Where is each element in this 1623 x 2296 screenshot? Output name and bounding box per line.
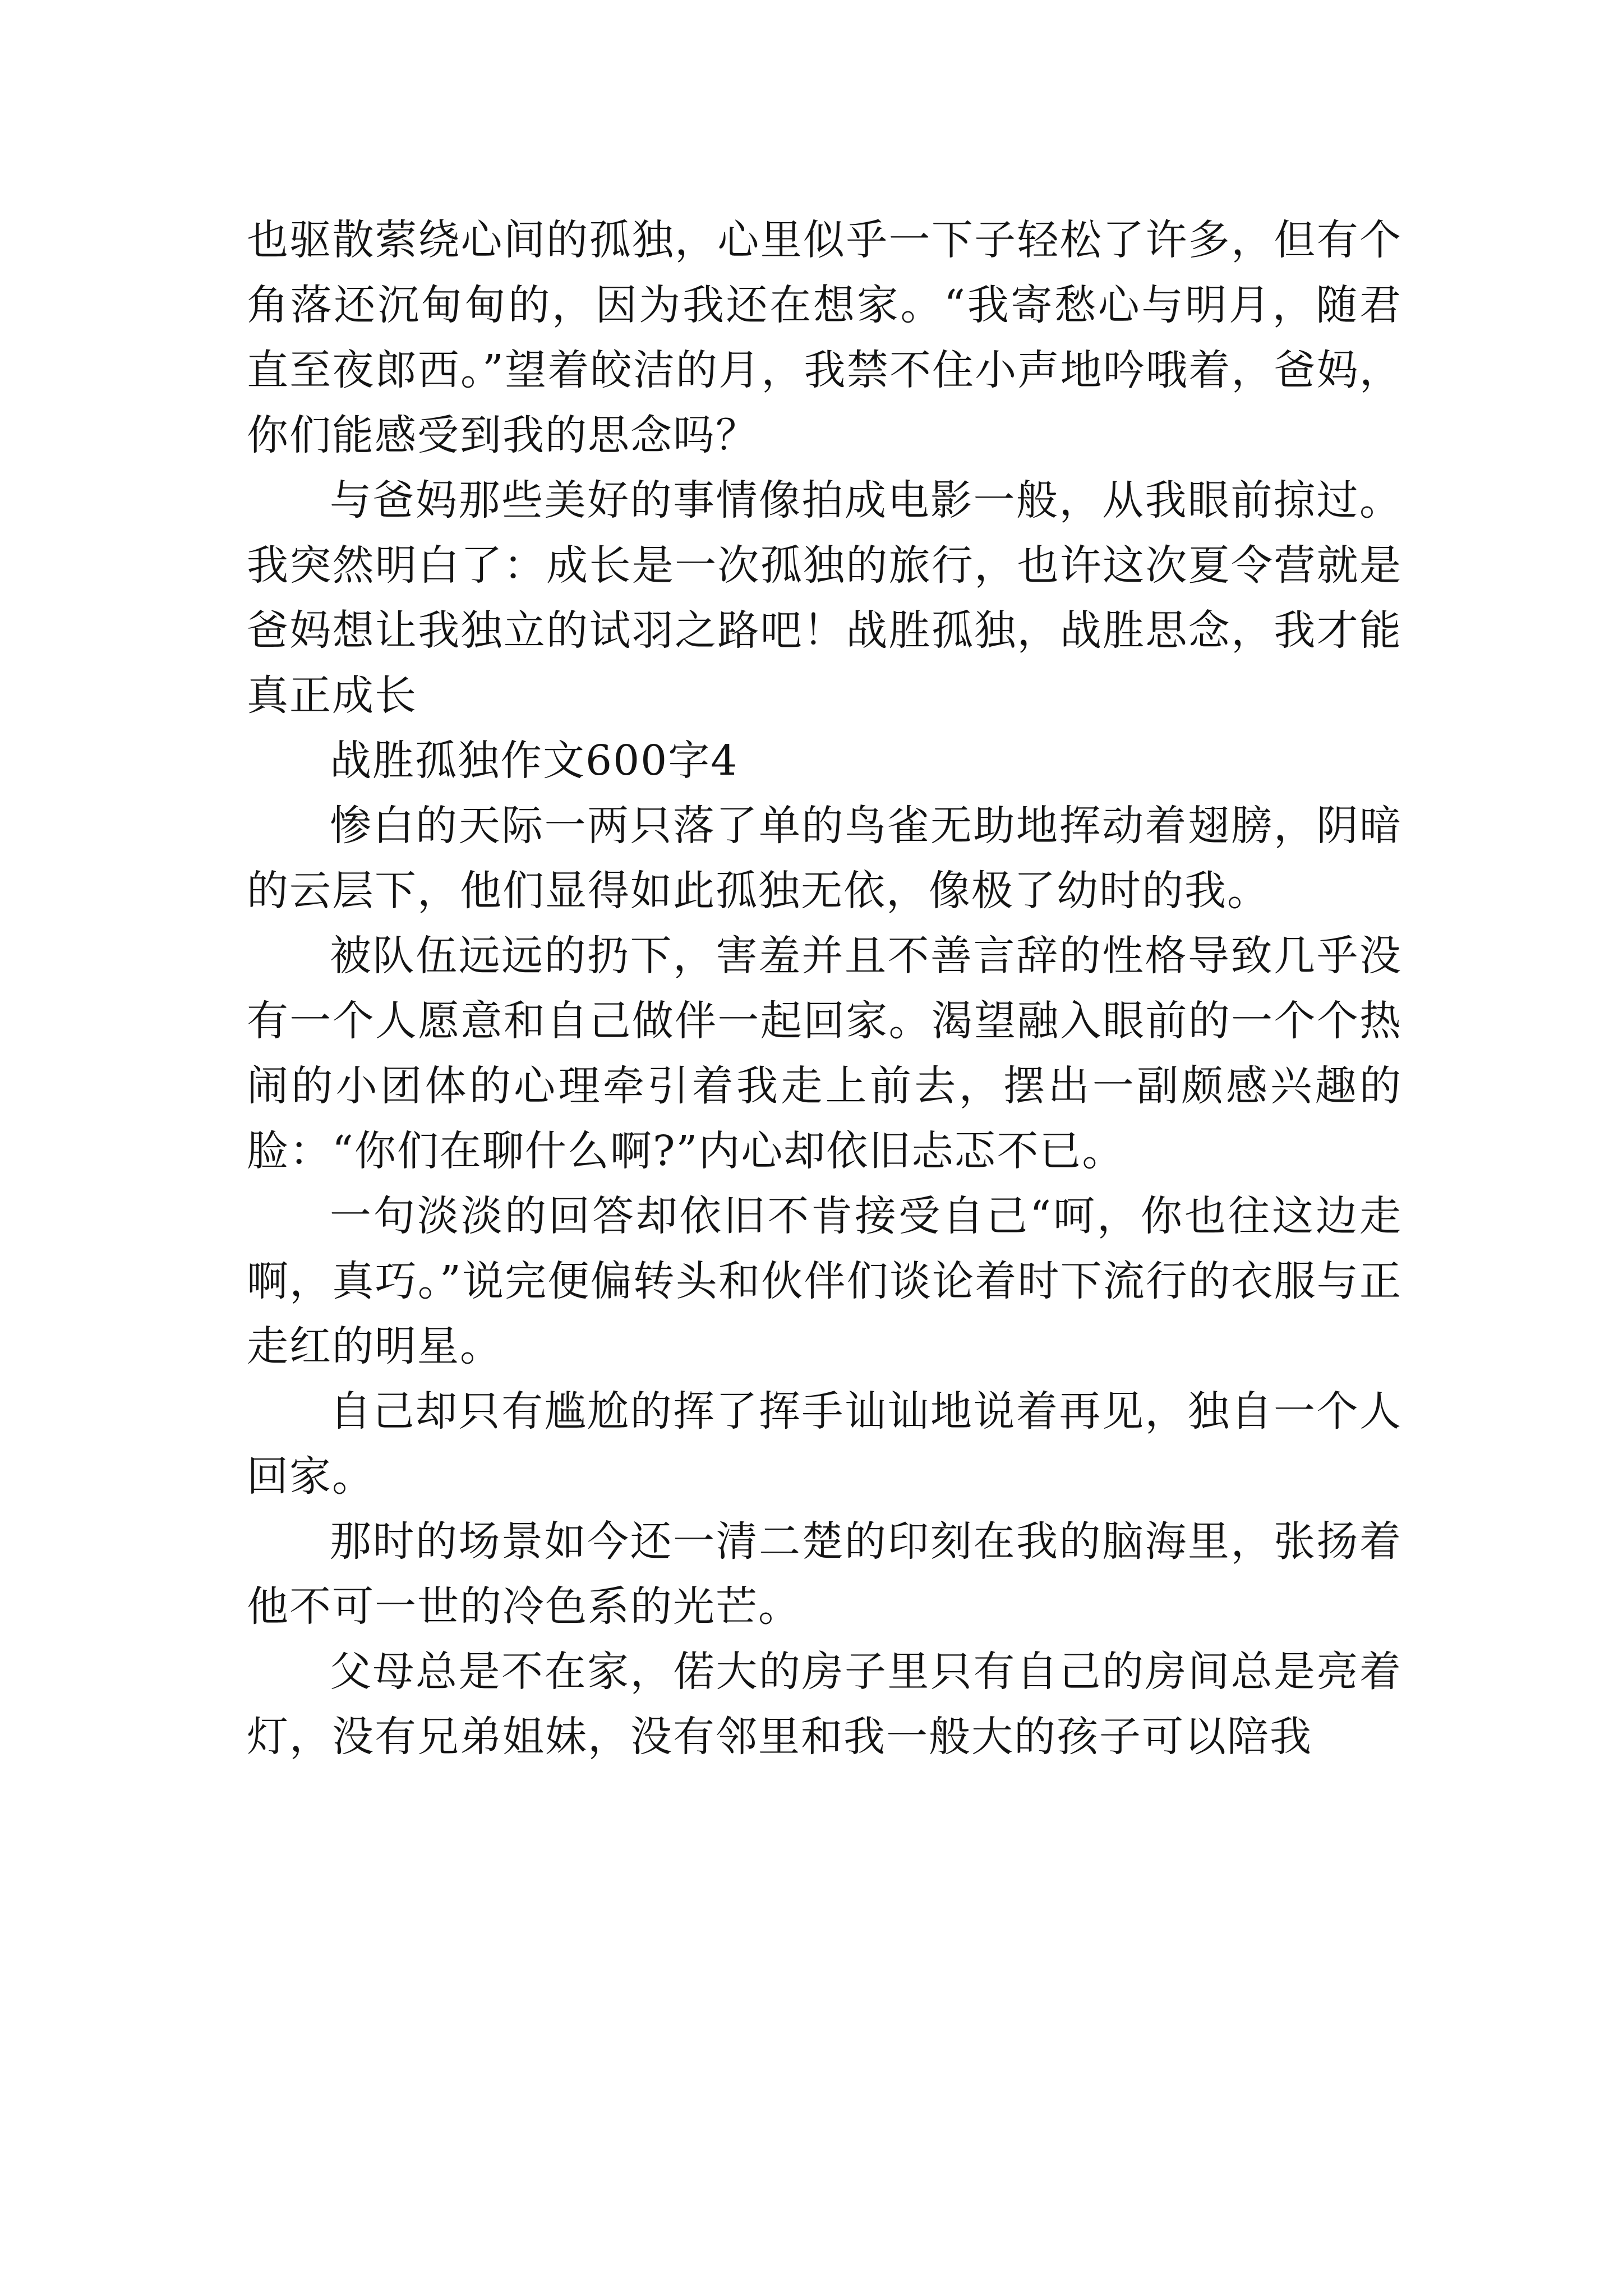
paragraph: 父母总是不在家，偌大的房子里只有自己的房间总是亮着灯，没有兄弟姐妹，没有邻里和我一般大的孩子可以陪我 (247, 1648, 1402, 1761)
paragraph: 一句淡淡的回答却依旧不肯接受自己“呵，你也往这边走啊，真巧。”说完便偏转头和伙伴们谈论着时下流行的衣服与正走红的明星。 (247, 1192, 1402, 1370)
paragraph: 那时的场景如今还一清二楚的印刻在我的脑海里，张扬着他不可一世的冷色系的光芒。 (247, 1517, 1402, 1631)
paragraph: 惨白的天际一两只落了单的鸟雀无助地挥动着翅膀，阴暗的云层下，他们显得如此孤独无依，像极了幼时的我。 (247, 802, 1402, 915)
paragraph: 与爸妈那些美好的事情像拍成电影一般，从我眼前掠过。我突然明白了：成长是一次孤独的旅行，也许这次夏令营就是爸妈想让我独立的试羽之路吧！战胜孤独，战胜思念，我才能真正成长 (247, 476, 1402, 720)
paragraph-continued: 也驱散萦绕心间的孤独，心里似乎一下子轻松了许多，但有个角落还沉甸甸的，因为我还在想家。“我寄愁心与明月，随君直至夜郎西。”望着皎洁的月，我禁不住小声地吟哦着，爸妈，你们能感受到我的思念吗？ (247, 216, 1402, 459)
section-heading: 战胜孤独作文600字4 (330, 737, 739, 785)
paragraph: 自己却只有尴尬的挥了挥手讪讪地说着再见，独自一个人回家。 (247, 1387, 1402, 1501)
paragraph: 被队伍远远的扔下，害羞并且不善言辞的性格导致几乎没有一个人愿意和自己做伴一起回家。渴望融入眼前的一个个热闹的小团体的心理牵引着我走上前去，摆出一副颇感兴趣的脸：“你们在聊什么啊?”内心却依旧忐忑不已。 (247, 932, 1402, 1175)
document-body (247, 208, 1402, 1769)
